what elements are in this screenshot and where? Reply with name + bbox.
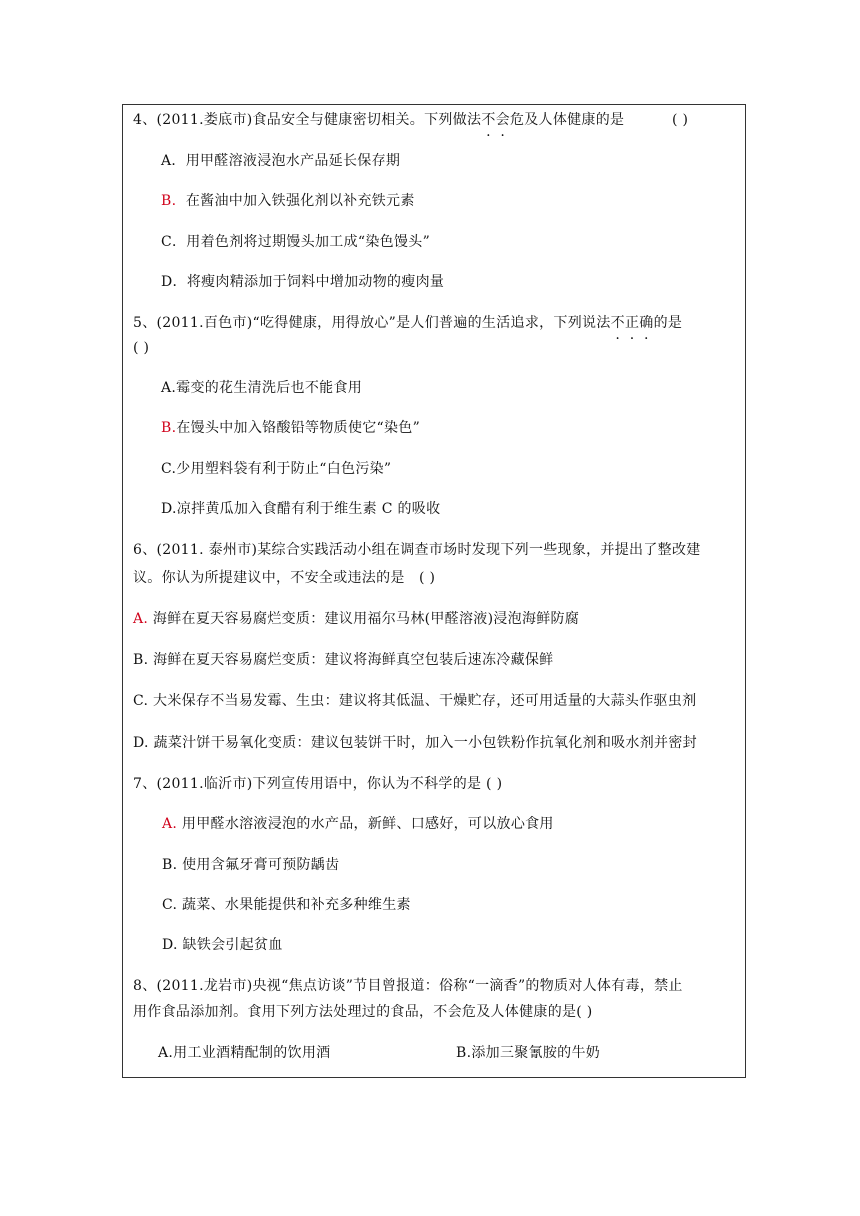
q6-option-b: B. 海鲜在夏天容易腐烂变质：建议将海鲜真空包装后速冻冷藏保鲜 <box>133 652 554 668</box>
q7-stem: 7、(2011.临沂市)下列宣传用语中，你认为不科学的是 ( ) <box>133 776 503 792</box>
q5-option-c: C.少用塑料袋有利于防止“白色污染” <box>161 461 392 477</box>
q5-option-b-letter: B. <box>161 420 177 436</box>
q5-emphasis-char: 正 <box>624 315 640 331</box>
q4-stem-text: 4、(2011.娄底市)食品安全与健康密切相关。下列做法 <box>133 112 482 128</box>
q5-answer-paren: ( ) <box>133 340 150 356</box>
q6-option-d: D. 蔬菜汁饼干易氧化变质：建议包装饼干时，加入一小包铁粉作抗氧化剂和吸水剂并密封 <box>133 735 697 751</box>
q5-stem-text-end: 的是 <box>653 315 683 331</box>
q7-option-c: C. 蔬菜、水果能提供和补充多种维生素 <box>162 897 411 913</box>
q5-option-d: D.凉拌黄瓜加入食醋有利于维生素 C 的吸收 <box>161 501 441 517</box>
q6-option-a <box>133 609 579 629</box>
q8-stem-line1: 8、(2011.龙岩市)央视“焦点访谈”节目曾报道：俗称“一滴香”的物质对人体有毒，禁止 <box>133 978 683 994</box>
q6-stem-line1: 6、(2011. 泰州市)某综合实践活动小组在调查市场时发现下列一些现象，并提出了整改建 <box>133 542 701 558</box>
q4-option-b-letter: B. <box>161 193 177 209</box>
q4-emphasis-char: 会 <box>495 112 510 128</box>
q5-emphasis-char: 不 <box>610 315 625 331</box>
q7-option-a <box>162 814 554 834</box>
q8-stem-line2: 用作食品添加剂。食用下列方法处理过的食品，不会危及人体健康的是( ) <box>133 1004 593 1020</box>
q6-option-c: C. 大米保存不当易发霉、生虫：建议将其低温、干燥贮存，还可用适量的大蒜头作驱虫剂 <box>133 693 697 709</box>
q6-option-a-letter: A. <box>133 611 149 627</box>
q5-stem <box>133 313 682 333</box>
q8-option-a: A.用工业酒精配制的饮用酒 <box>158 1045 331 1061</box>
q4-answer-paren: ( ) <box>672 112 689 128</box>
q4-option-a: A．用甲醛溶液浸泡水产品延长保存期 <box>161 153 401 169</box>
q7-option-a-text: 用甲醛水溶液浸泡的水产品，新鲜、口感好，可以放心食用 <box>177 816 554 832</box>
q4-option-b <box>161 191 415 211</box>
q6-option-a-text: 海鲜在夏天容易腐烂变质：建议用福尔马林(甲醛溶液)浸泡海鲜防腐 <box>148 611 580 627</box>
q6-stem-line2: 议。你认为所提建议中，不安全或违法的是 ( ) <box>133 570 436 586</box>
q7-option-d: D. 缺铁会引起贫血 <box>162 937 283 953</box>
q4-option-d: D．将瘦肉精添加于饲料中增加动物的瘦肉量 <box>161 274 445 290</box>
q5-option-a: A.霉变的花生清洗后也不能食用 <box>161 380 363 396</box>
q4-stem <box>133 110 624 130</box>
q7-option-b: B. 使用含氟牙膏可预防龋齿 <box>162 857 340 873</box>
q5-stem-text: 5、(2011.百色市)“吃得健康，用得放心”是人们普遍的生活追求，下列说法 <box>133 315 611 331</box>
q4-option-b-text: 在酱油中加入铁强化剂以补充铁元素 <box>185 193 415 209</box>
q4-stem-text-end: 危及人体健康的是 <box>509 112 625 128</box>
q4-emphasis-char: 不 <box>481 112 496 128</box>
q5-emphasis-char: 确 <box>639 315 654 331</box>
q4-option-c: C．用着色剂将过期馒头加工成“染色馒头” <box>161 234 431 250</box>
q5-option-b <box>161 418 420 438</box>
q8-option-b: B.添加三聚氰胺的牛奶 <box>456 1045 601 1061</box>
q7-option-a-letter: A. <box>162 816 178 832</box>
q5-option-b-text: 在馒头中加入铬酸铅等物质使它“染色” <box>176 420 421 436</box>
